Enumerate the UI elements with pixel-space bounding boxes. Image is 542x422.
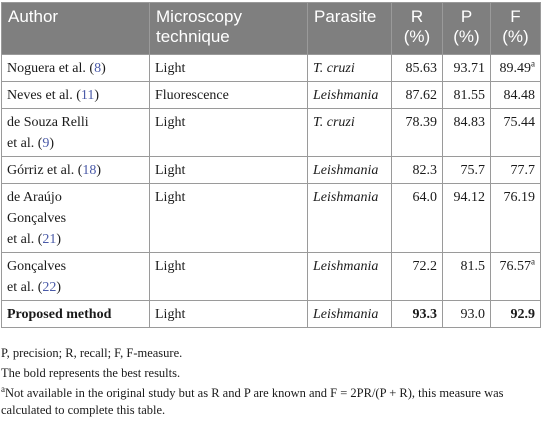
author-text-close: ) [94, 88, 100, 103]
technique-cell: Fluorescence [150, 82, 308, 109]
f-measure-cell: 77.7 [491, 157, 541, 184]
table-row-proposed [2, 301, 541, 328]
table-header-row [2, 3, 541, 55]
precision-cell: 81.5 [443, 253, 491, 301]
f-measure-cell: 92.9 [491, 301, 541, 328]
table-row [2, 55, 541, 82]
technique-cell: Light [150, 157, 308, 184]
table-row [2, 184, 541, 253]
author-text: Gonçalves [7, 211, 67, 226]
f-measure-value: 76.57 [499, 259, 531, 274]
author-text: et al. ( [7, 136, 43, 151]
header-technique-line2: technique [156, 27, 230, 46]
header-precision-line2: (%) [453, 27, 480, 46]
author-text-close: ) [56, 232, 62, 247]
author-cell [2, 82, 150, 109]
f-measure-cell [491, 55, 541, 82]
recall-cell: 93.3 [392, 301, 443, 328]
author-cell [2, 184, 150, 253]
author-text: Noguera et al. ( [7, 61, 95, 76]
precision-cell: 94.12 [443, 184, 491, 253]
technique-cell: Light [150, 109, 308, 157]
f-measure-cell [491, 253, 541, 301]
f-measure-cell: 84.48 [491, 82, 541, 109]
recall-cell: 87.62 [392, 82, 443, 109]
f-measure-cell: 75.44 [491, 109, 541, 157]
author-text: et al. ( [7, 232, 43, 247]
header-precision [443, 3, 491, 55]
f-measure-value: 89.49 [499, 61, 531, 76]
author-text: de Souza Relli [7, 115, 89, 130]
header-recall-line2: (%) [403, 27, 431, 46]
table-row [2, 109, 541, 157]
header-precision-line1: P [460, 7, 473, 26]
precision-cell: 93.71 [443, 55, 491, 82]
footnote-mark: a [531, 58, 535, 69]
header-f-measure-line2: (%) [502, 27, 529, 46]
precision-cell: 81.55 [443, 82, 491, 109]
header-f-measure-line1: F [510, 7, 521, 26]
header-parasite: Parasite [308, 3, 392, 55]
author-text-close: ) [56, 280, 62, 295]
author-text-close: ) [101, 61, 106, 76]
f-measure-cell: 76.19 [491, 184, 541, 253]
parasite-cell: Leishmania [308, 82, 392, 109]
technique-cell: Light [150, 253, 308, 301]
header-f-measure [491, 3, 541, 55]
table-footnotes [1, 345, 533, 422]
reference-link[interactable]: 21 [42, 232, 57, 247]
header-microscopy-technique [150, 3, 308, 55]
author-cell: Proposed method [2, 301, 150, 328]
parasite-cell: Leishmania [308, 253, 392, 301]
recall-cell: 78.39 [392, 109, 443, 157]
parasite-cell: Leishmania [308, 184, 392, 253]
parasite-cell: Leishmania [308, 157, 392, 184]
precision-cell: 84.83 [443, 109, 491, 157]
footnote-mark: a [531, 256, 535, 267]
footnote-a [1, 385, 533, 419]
technique-cell: Light [150, 184, 308, 253]
author-cell [2, 109, 150, 157]
recall-cell: 85.63 [392, 55, 443, 82]
reference-link[interactable]: 9 [42, 136, 50, 151]
recall-cell: 64.0 [392, 184, 443, 253]
author-cell [2, 253, 150, 301]
recall-cell: 82.3 [392, 157, 443, 184]
author-cell [2, 55, 150, 82]
header-recall-line1: R [410, 7, 424, 26]
header-technique-line1: Microscopy [156, 7, 242, 26]
footnote-a-mark: a [1, 383, 5, 394]
parasite-cell: Leishmania [308, 301, 392, 328]
table-row [2, 82, 541, 109]
reference-link[interactable]: 22 [42, 280, 57, 295]
header-recall [392, 3, 443, 55]
author-text-close: ) [49, 136, 55, 151]
footnote-a-text: Not available in the original study but as R and P are known and F = 2PR/(P + R), this measure was calculated to complete this table. [1, 386, 504, 417]
author-text: et al. ( [7, 280, 43, 295]
technique-cell: Light [150, 55, 308, 82]
author-text-close: ) [96, 163, 102, 178]
reference-link[interactable]: 11 [80, 88, 95, 103]
parasite-cell: T. cruzi [308, 109, 392, 157]
author-text: Gonçalves [7, 259, 67, 274]
parasite-cell: T. cruzi [308, 55, 392, 82]
header-author: Author [2, 3, 150, 55]
author-cell [2, 157, 150, 184]
author-text: Górriz et al. ( [7, 163, 83, 178]
table-row [2, 253, 541, 301]
reference-link[interactable]: 8 [94, 61, 102, 76]
table-row [2, 157, 541, 184]
footnote-abbreviations: P, precision; R, recall; F, F-measure. [1, 346, 183, 360]
author-text: Neves et al. ( [7, 88, 81, 103]
technique-cell: Light [150, 301, 308, 328]
reference-link[interactable]: 18 [82, 163, 97, 178]
precision-cell: 75.7 [443, 157, 491, 184]
footnote-bold-note: The bold represents the best results. [1, 366, 181, 380]
recall-cell: 72.2 [392, 253, 443, 301]
precision-cell: 93.0 [443, 301, 491, 328]
author-text: de Araújo [7, 190, 62, 205]
results-comparison-table [1, 2, 541, 328]
